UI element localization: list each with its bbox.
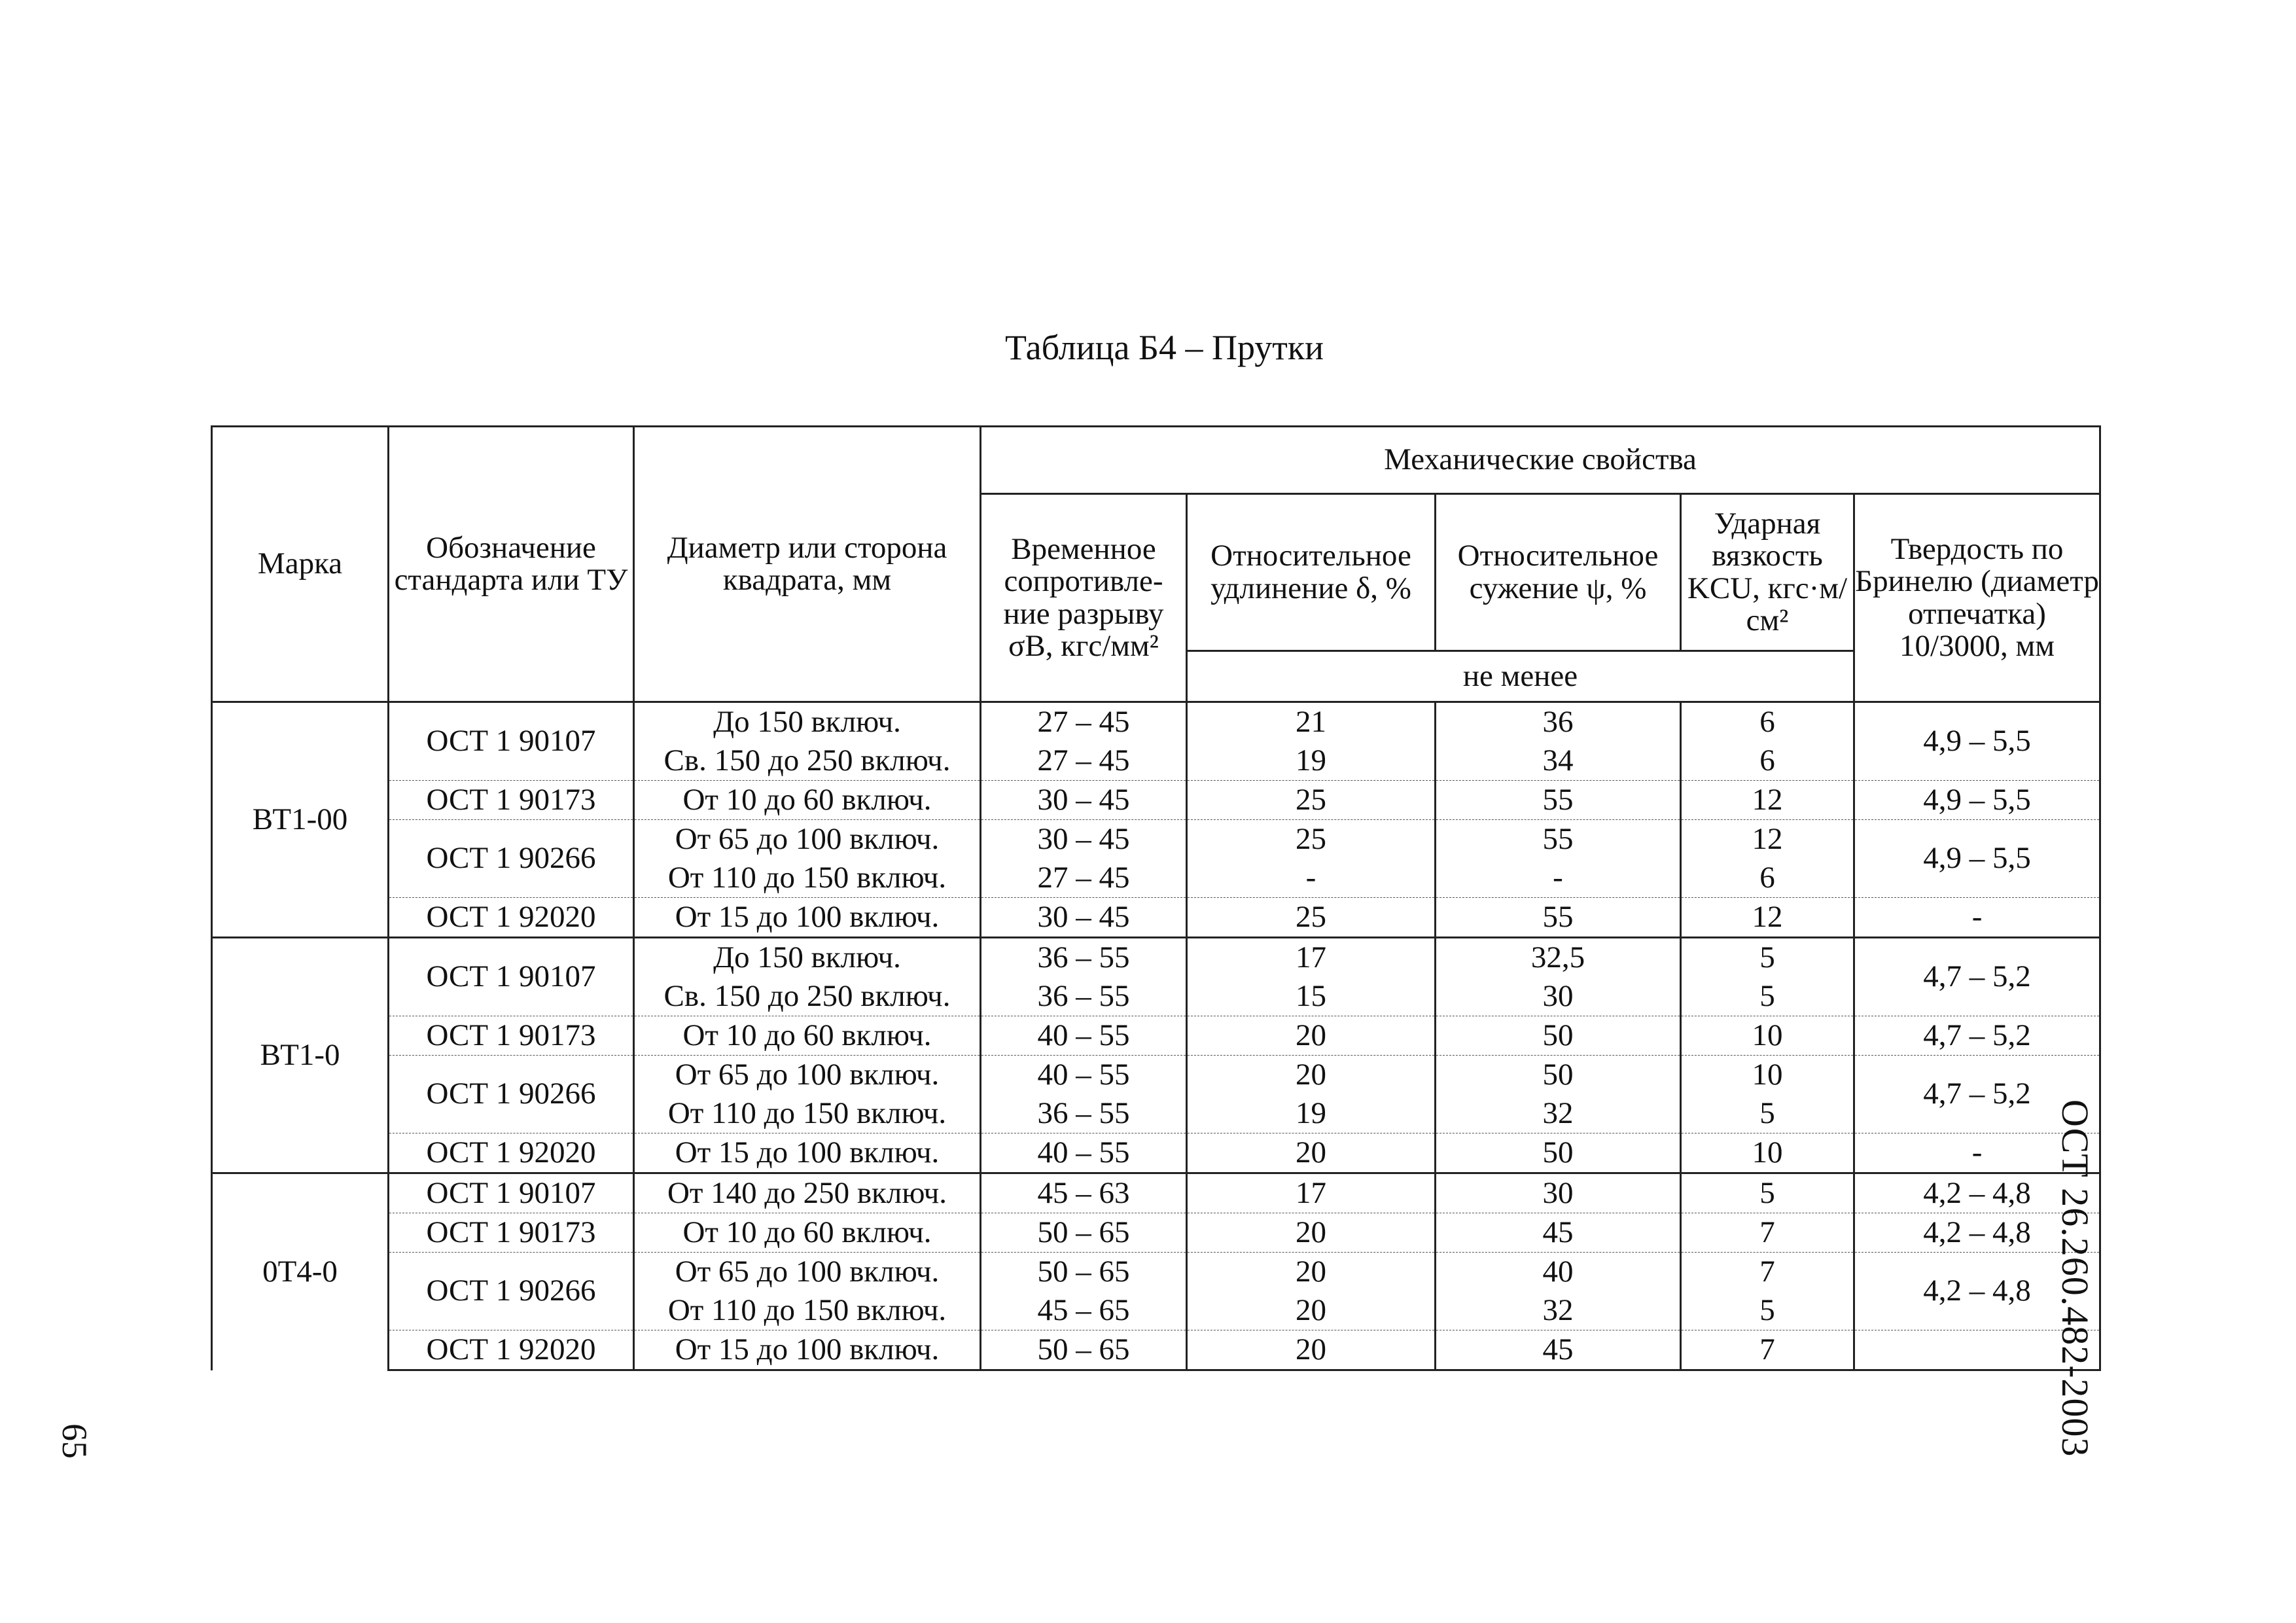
- elongation-cell: 25: [1187, 820, 1436, 859]
- table-row: [212, 1330, 2100, 1370]
- standard-cell: ОСТ 1 92020: [389, 898, 634, 938]
- table-row: [212, 898, 2100, 938]
- elongation-cell: 15: [1187, 977, 1436, 1016]
- reduction-cell: 32: [1436, 1094, 1681, 1133]
- impact-strength-cell: 12: [1681, 820, 1854, 859]
- elongation-cell: 25: [1187, 898, 1436, 938]
- standard-cell: ОСТ 1 90173: [389, 781, 634, 820]
- reduction-cell: -: [1436, 859, 1681, 898]
- tensile-strength-cell: 36 – 55: [981, 1094, 1187, 1133]
- diameter-cell: От 65 до 100 включ.: [634, 1253, 981, 1292]
- impact-strength-cell: 10: [1681, 1016, 1854, 1056]
- impact-strength-cell: 5: [1681, 977, 1854, 1016]
- hardness-cell: 4,9 – 5,5: [1854, 702, 2100, 781]
- header-grade: Марка: [212, 427, 389, 702]
- elongation-cell: 20: [1187, 1213, 1436, 1253]
- header-impact-strength: Ударная вязкость KCU, кгс·м/см²: [1681, 494, 1854, 651]
- tensile-strength-cell: 40 – 55: [981, 1056, 1187, 1095]
- header-tensile-strength: Временное сопротивле-ние разрыву σВ, кгс/мм²: [981, 494, 1187, 702]
- diameter-cell: Св. 150 до 250 включ.: [634, 741, 981, 781]
- impact-strength-cell: 6: [1681, 741, 1854, 781]
- impact-strength-cell: 7: [1681, 1213, 1854, 1253]
- diameter-cell: От 110 до 150 включ.: [634, 1291, 981, 1330]
- reduction-cell: 55: [1436, 781, 1681, 820]
- impact-strength-cell: 6: [1681, 859, 1854, 898]
- tensile-strength-cell: 27 – 45: [981, 741, 1187, 781]
- impact-strength-cell: 10: [1681, 1133, 1854, 1173]
- impact-strength-cell: 12: [1681, 781, 1854, 820]
- table-row: [212, 1016, 2100, 1056]
- standard-cell: ОСТ 1 92020: [389, 1133, 634, 1173]
- table-row: [212, 1173, 2100, 1213]
- elongation-cell: 20: [1187, 1056, 1436, 1095]
- hardness-cell: -: [1854, 898, 2100, 938]
- reduction-cell: 36: [1436, 702, 1681, 742]
- diameter-cell: От 10 до 60 включ.: [634, 1213, 981, 1253]
- tensile-strength-cell: 30 – 45: [981, 820, 1187, 859]
- reduction-cell: 55: [1436, 898, 1681, 938]
- tensile-strength-cell: 50 – 65: [981, 1253, 1187, 1292]
- tensile-strength-cell: 27 – 45: [981, 859, 1187, 898]
- document-code: ОСТ 26.260.482-2003: [2054, 1099, 2096, 1457]
- diameter-cell: От 110 до 150 включ.: [634, 859, 981, 898]
- reduction-cell: 45: [1436, 1213, 1681, 1253]
- diameter-cell: От 65 до 100 включ.: [634, 1056, 981, 1095]
- elongation-cell: 20: [1187, 1330, 1436, 1370]
- table-row: [212, 781, 2100, 820]
- grade-cell: 0Т4-0: [212, 1173, 389, 1370]
- diameter-cell: От 110 до 150 включ.: [634, 1094, 981, 1133]
- elongation-cell: 25: [1187, 781, 1436, 820]
- hardness-cell: 4,2 – 4,8: [1854, 1213, 2100, 1253]
- diameter-cell: От 10 до 60 включ.: [634, 1016, 981, 1056]
- hardness-cell: 4,9 – 5,5: [1854, 820, 2100, 898]
- standard-cell: ОСТ 1 90266: [389, 1056, 634, 1133]
- table-row: [212, 1133, 2100, 1173]
- diameter-cell: От 65 до 100 включ.: [634, 820, 981, 859]
- table-row: [212, 702, 2100, 742]
- tensile-strength-cell: 27 – 45: [981, 702, 1187, 742]
- tensile-strength-cell: 50 – 65: [981, 1213, 1187, 1253]
- tensile-strength-cell: 30 – 45: [981, 781, 1187, 820]
- reduction-cell: 32: [1436, 1291, 1681, 1330]
- diameter-cell: От 10 до 60 включ.: [634, 781, 981, 820]
- reduction-cell: 50: [1436, 1133, 1681, 1173]
- hardness-cell: 4,7 – 5,2: [1854, 938, 2100, 1016]
- header-elongation: Относительное удлинение δ, %: [1187, 494, 1436, 651]
- reduction-cell: 50: [1436, 1016, 1681, 1056]
- bars-properties-table: [211, 425, 2101, 1371]
- tensile-strength-cell: 45 – 63: [981, 1173, 1187, 1213]
- standard-cell: ОСТ 1 90107: [389, 702, 634, 781]
- impact-strength-cell: 5: [1681, 1173, 1854, 1213]
- reduction-cell: 30: [1436, 1173, 1681, 1213]
- header-diameter: Диаметр или сторона квадрата, мм: [634, 427, 981, 702]
- tensile-strength-cell: 36 – 55: [981, 977, 1187, 1016]
- hardness-cell: -: [1854, 1133, 2100, 1173]
- header-mechanical-properties: Механические свойства: [981, 427, 2100, 494]
- header-brinell-hardness: Твердость по Бринелю (диаметр отпечатка) 10/3000, мм: [1854, 494, 2100, 702]
- impact-strength-cell: 10: [1681, 1056, 1854, 1095]
- reduction-cell: 50: [1436, 1056, 1681, 1095]
- reduction-cell: 30: [1436, 977, 1681, 1016]
- diameter-cell: От 15 до 100 включ.: [634, 1330, 981, 1370]
- table-row: [212, 1213, 2100, 1253]
- hardness-cell: 4,9 – 5,5: [1854, 781, 2100, 820]
- header-min-label: не менее: [1187, 651, 1854, 702]
- standard-cell: ОСТ 1 90107: [389, 1173, 634, 1213]
- diameter-cell: До 150 включ.: [634, 938, 981, 978]
- elongation-cell: -: [1187, 859, 1436, 898]
- elongation-cell: 21: [1187, 702, 1436, 742]
- elongation-cell: 19: [1187, 741, 1436, 781]
- reduction-cell: 40: [1436, 1253, 1681, 1292]
- reduction-cell: 45: [1436, 1330, 1681, 1370]
- header-reduction: Относительное сужение ψ, %: [1436, 494, 1681, 651]
- elongation-cell: 17: [1187, 938, 1436, 978]
- diameter-cell: От 140 до 250 включ.: [634, 1173, 981, 1213]
- header-standard: Обозначение стандарта или ТУ: [389, 427, 634, 702]
- tensile-strength-cell: 50 – 65: [981, 1330, 1187, 1370]
- grade-cell: ВТ1-00: [212, 702, 389, 938]
- hardness-cell: 4,7 – 5,2: [1854, 1016, 2100, 1056]
- table-row: [212, 938, 2100, 978]
- standard-cell: ОСТ 1 90266: [389, 1253, 634, 1330]
- impact-strength-cell: 6: [1681, 702, 1854, 742]
- elongation-cell: 20: [1187, 1016, 1436, 1056]
- hardness-cell: 4,2 – 4,8: [1854, 1173, 2100, 1213]
- tensile-strength-cell: 40 – 55: [981, 1133, 1187, 1173]
- table-row: [212, 820, 2100, 859]
- impact-strength-cell: 12: [1681, 898, 1854, 938]
- elongation-cell: 17: [1187, 1173, 1436, 1213]
- elongation-cell: 19: [1187, 1094, 1436, 1133]
- standard-cell: ОСТ 1 90173: [389, 1213, 634, 1253]
- impact-strength-cell: 7: [1681, 1330, 1854, 1370]
- table-row: [212, 1056, 2100, 1095]
- hardness-cell: 4,2 – 4,8: [1854, 1253, 2100, 1330]
- standard-cell: ОСТ 1 92020: [389, 1330, 634, 1370]
- reduction-cell: 34: [1436, 741, 1681, 781]
- elongation-cell: 20: [1187, 1253, 1436, 1292]
- impact-strength-cell: 7: [1681, 1253, 1854, 1292]
- tensile-strength-cell: 30 – 45: [981, 898, 1187, 938]
- tensile-strength-cell: 45 – 65: [981, 1291, 1187, 1330]
- standard-cell: ОСТ 1 90266: [389, 820, 634, 898]
- table-title: Таблица Б4 – Прутки: [1005, 328, 1324, 367]
- grade-cell: ВТ1-0: [212, 938, 389, 1173]
- elongation-cell: 20: [1187, 1291, 1436, 1330]
- impact-strength-cell: 5: [1681, 938, 1854, 978]
- table-row: [212, 1253, 2100, 1292]
- hardness-cell: 4,7 – 5,2: [1854, 1056, 2100, 1133]
- diameter-cell: От 15 до 100 включ.: [634, 1133, 981, 1173]
- standard-cell: ОСТ 1 90107: [389, 938, 634, 1016]
- impact-strength-cell: 5: [1681, 1094, 1854, 1133]
- page-number: 65: [55, 1423, 94, 1459]
- diameter-cell: До 150 включ.: [634, 702, 981, 742]
- reduction-cell: 32,5: [1436, 938, 1681, 978]
- table-body: [212, 702, 2100, 1370]
- tensile-strength-cell: 40 – 55: [981, 1016, 1187, 1056]
- tensile-strength-cell: 36 – 55: [981, 938, 1187, 978]
- diameter-cell: Св. 150 до 250 включ.: [634, 977, 981, 1016]
- elongation-cell: 20: [1187, 1133, 1436, 1173]
- reduction-cell: 55: [1436, 820, 1681, 859]
- standard-cell: ОСТ 1 90173: [389, 1016, 634, 1056]
- impact-strength-cell: 5: [1681, 1291, 1854, 1330]
- diameter-cell: От 15 до 100 включ.: [634, 898, 981, 938]
